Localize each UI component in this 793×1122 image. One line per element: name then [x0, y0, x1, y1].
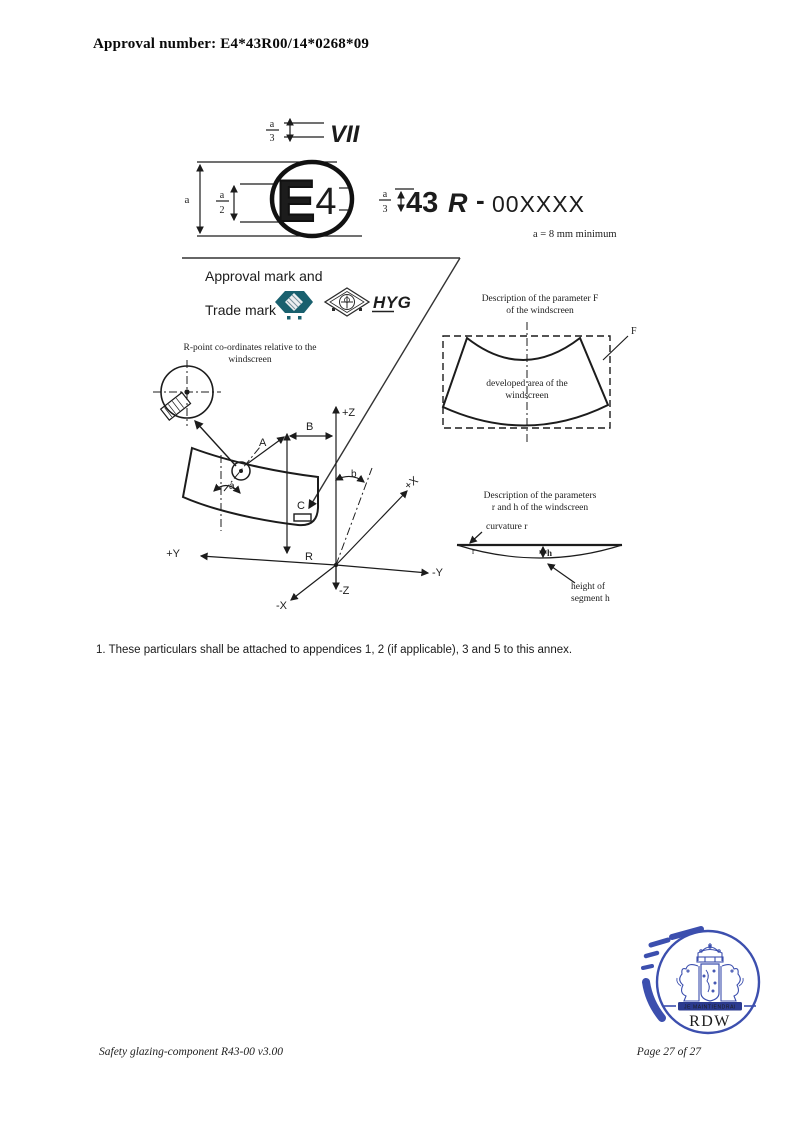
lion-left-icon: [677, 965, 699, 1001]
stamp-org: RDW: [689, 1013, 731, 1030]
hyg-text: HYG: [373, 293, 412, 312]
approval-trademark-block: [205, 268, 411, 320]
approval-mark-label: Approval mark and: [205, 268, 323, 284]
rh-caption-1: Description of the parameters: [483, 491, 597, 501]
frac-half-numerator: a: [219, 190, 225, 201]
rpoint-detail: [153, 343, 316, 466]
f-caption-2: of the windscreen: [506, 306, 574, 316]
trademark-logo-diamond-icon: [325, 288, 369, 316]
vii-label: VII: [330, 121, 360, 148]
f-label: F: [631, 326, 637, 337]
frac-top-denominator: 3: [269, 133, 275, 144]
code-serial: 00XXXX: [492, 191, 585, 217]
rh-parameter-diagram: [457, 490, 622, 604]
callout-leader: [182, 258, 460, 508]
rdw-stamp: [630, 915, 780, 1045]
developed-area-label-2: windscreen: [505, 391, 549, 401]
stamp-motto: JE MAINTIENDRAI: [683, 1004, 737, 1011]
approval-number: Approval number: E4*43R00/14*0268*09: [93, 36, 370, 52]
footer-page-number: Page 27 of 27: [636, 1046, 701, 1058]
point-b-label: B: [306, 421, 314, 433]
frac-top-numerator: a: [269, 119, 275, 130]
crown-icon: [697, 943, 723, 962]
code-number: 43: [406, 187, 439, 219]
shield-icon: [701, 964, 719, 1001]
lion-right-icon: [721, 965, 743, 1001]
axis-plus-x: +X: [402, 474, 421, 493]
curvature-label: curvature r: [486, 522, 528, 532]
trademark-logo-hyg-icon: [372, 293, 411, 312]
axis-minus-y: -Y: [432, 567, 443, 579]
trademark-logo-hexagon-icon: [275, 291, 313, 320]
axis-minus-z: -Z: [339, 585, 350, 597]
h-label: h: [547, 548, 553, 558]
e-approval-mark: [185, 162, 617, 240]
angle-a-label: a: [229, 481, 235, 492]
rpoint-caption-2: windscreen: [228, 355, 272, 365]
height-label-2: segment h: [571, 594, 610, 604]
vii-thickness-mark: [266, 119, 361, 148]
f-caption-1: Description of the parameter F: [481, 294, 599, 304]
height-label-1: height of: [571, 582, 606, 592]
min-size-note: a = 8 mm minimum: [533, 229, 617, 240]
trade-mark-label: Trade mark: [205, 302, 277, 318]
windscreen-3d-diagram: [166, 407, 443, 612]
rpoint-caption-1: R-point co-ordinates relative to the: [183, 343, 317, 353]
frac-right-denominator: 3: [382, 204, 388, 215]
code-r: R: [448, 188, 468, 218]
e-letter: E: [276, 169, 316, 234]
frac-right-numerator: a: [382, 189, 388, 200]
axis-minus-x: -X: [276, 600, 287, 612]
rh-caption-2: r and h of the windscreen: [491, 503, 589, 513]
axis-plus-y: +Y: [166, 548, 180, 560]
angle-b-label: b: [351, 469, 357, 480]
dim-a-label: a: [184, 194, 190, 206]
e-number: 4: [315, 181, 337, 223]
code-dash: -: [476, 185, 485, 215]
developed-area-label-1: developed area of the: [486, 379, 568, 389]
footer-document-id: Safety glazing-component R43-00 v3.00: [99, 1046, 283, 1058]
point-c-label: C: [297, 500, 305, 512]
f-parameter-diagram: [443, 293, 637, 442]
r-label: r: [472, 546, 475, 556]
origin-r-label: R: [305, 551, 313, 563]
point-a-label: A: [259, 437, 267, 449]
axis-plus-z: +Z: [342, 407, 356, 419]
frac-half-denominator: 2: [219, 205, 225, 216]
footnote: 1. These particulars shall be attached to appendices 1, 2 (if applicable), 3 and 5 to this annex.: [96, 644, 573, 656]
